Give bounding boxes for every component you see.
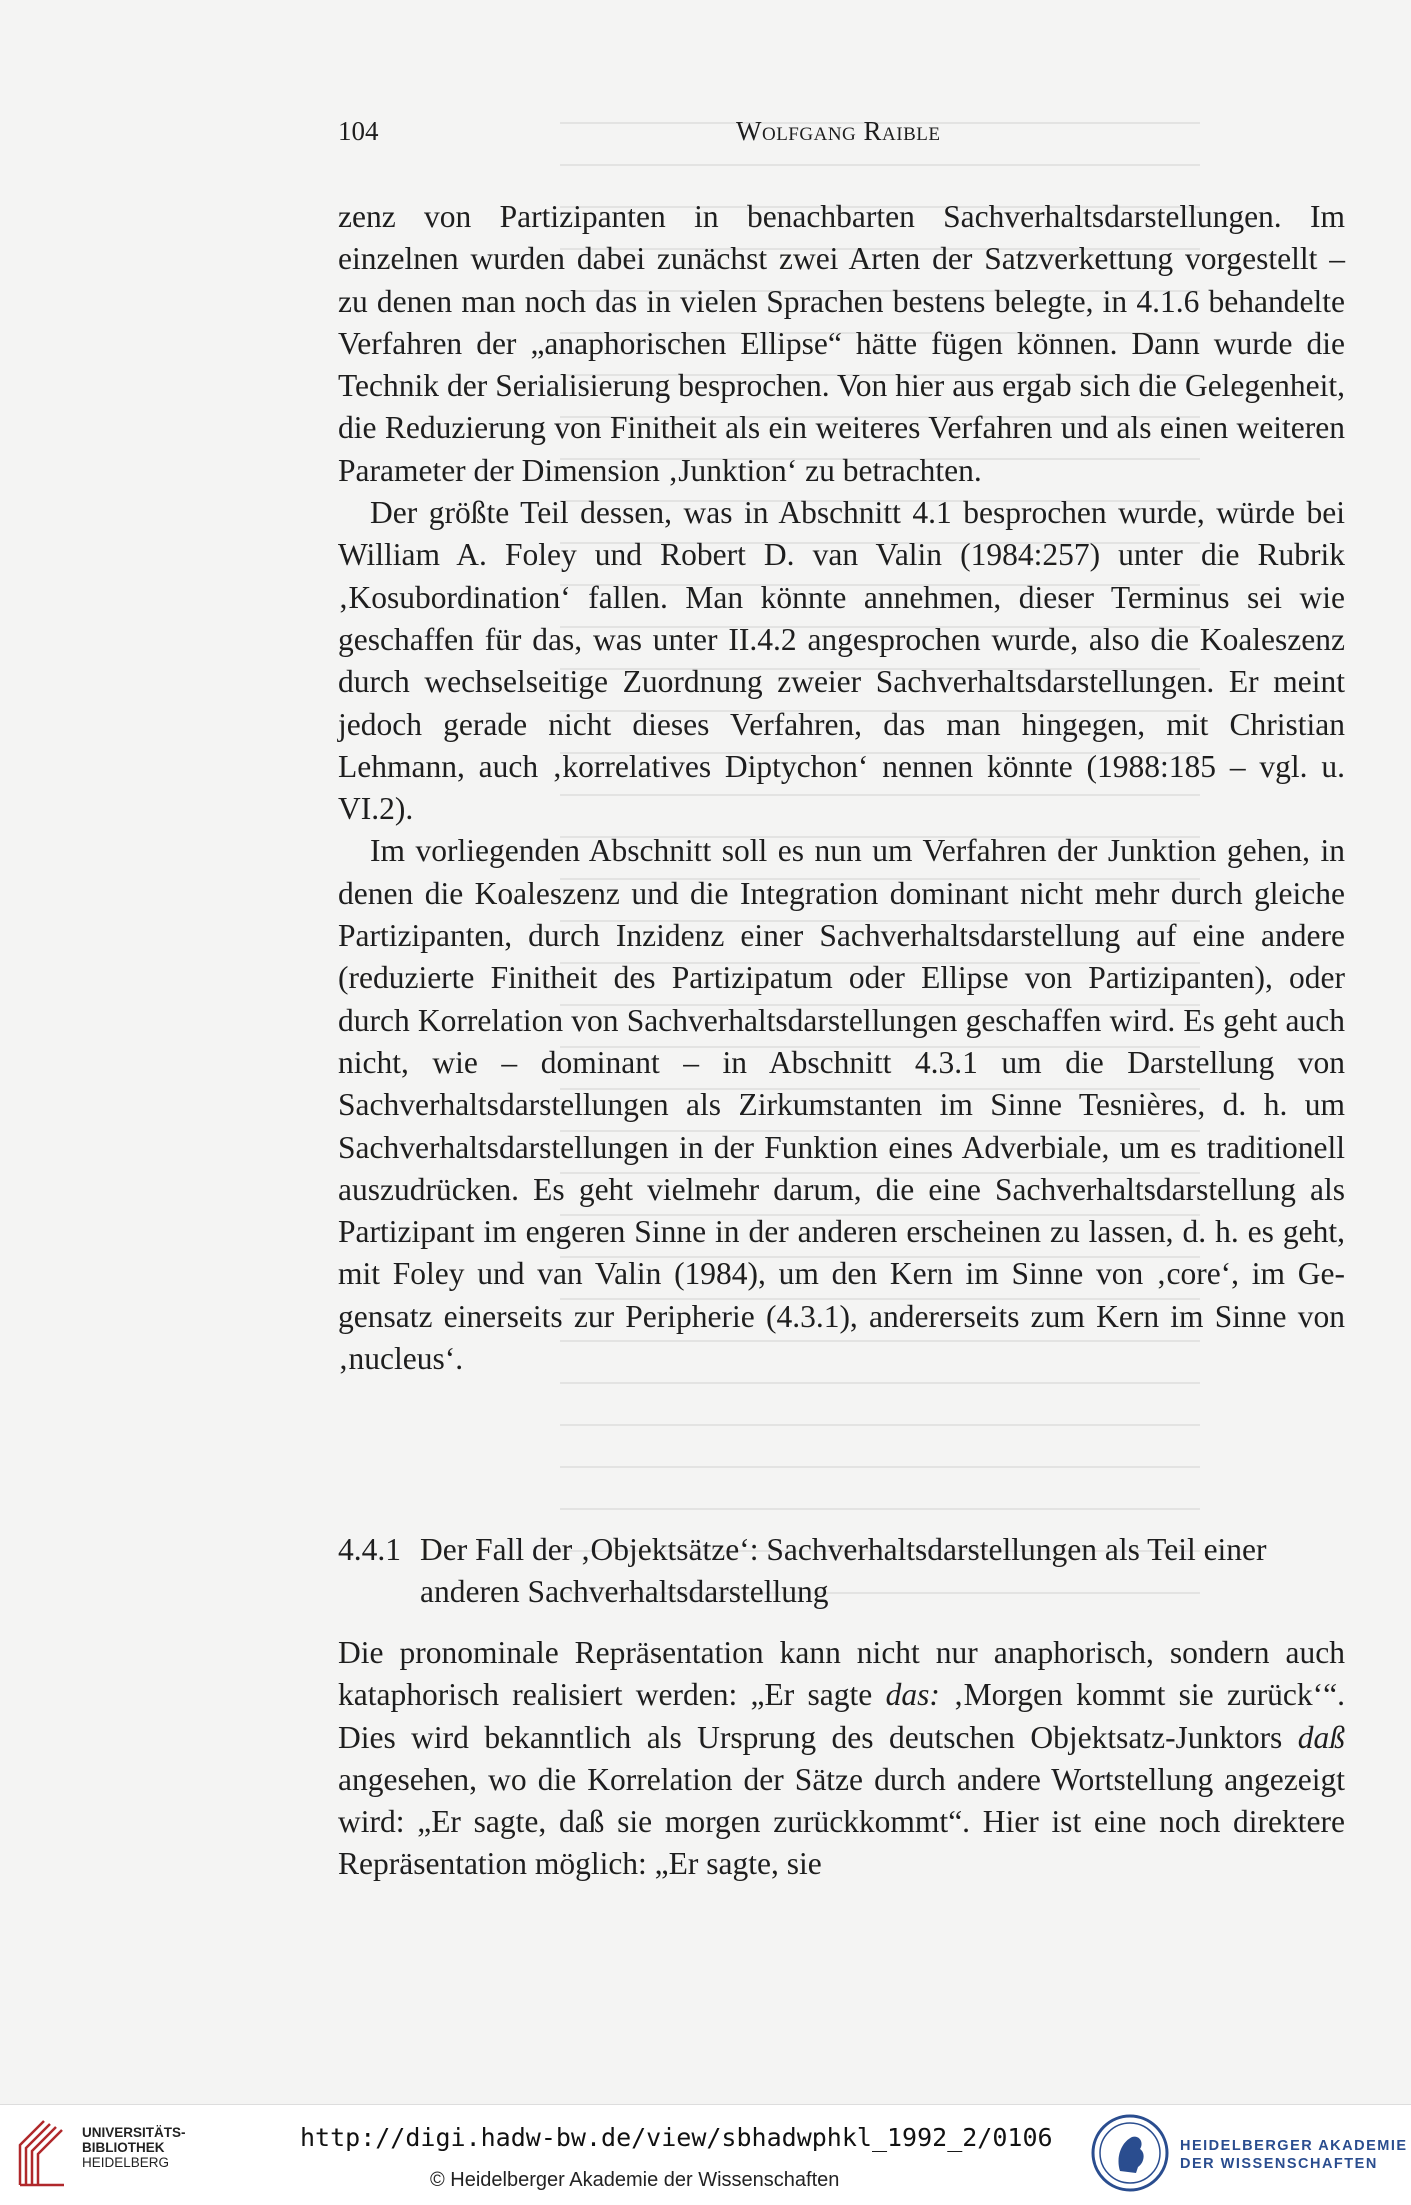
library-name-line: BIBLIOTHEK [82, 2140, 165, 2155]
italic-term: daß [1297, 1719, 1345, 1755]
paragraph [338, 1632, 1345, 1886]
university-library-logo-icon [14, 2115, 72, 2189]
italic-term: das: [885, 1677, 940, 1713]
viewer-footer [0, 2104, 1411, 2205]
paragraph: Der größte Teil dessen, was in Abschnitt 4.1 besprochen wurde, würde bei William A. Foley und Robert D. van Valin (1984:257) unter die Rubrik ‚Kosubordination‘ fallen. Man könnte annehmen, dieser Terminus sei wie geschaffen für das, was unter II.4.2 angesprochen wurde, also die Koaleszenz durch wechselseitige Zuordnung zweier Sachverhaltsdarstellungen. Er meint jedoch gerade nicht dieses Verfahren, das man hingegen, mit Christian Lehmann, auch ‚korrelatives Diptychon‘ nennen könnte (1988:185 – vgl. u. VI.2). [338, 495, 1345, 827]
text-run: angesehen, wo die Korrelation der Sätze durch andere Wortstellung angezeigt wird: „Er sagte, daß sie morgen zurückkommt“. Hier ist eine noch direktere Repräsentation möglich: „Er sagte, sie [338, 1761, 1345, 1882]
academy-name [1180, 2137, 1408, 2173]
section-number: 4.4.1 [338, 1532, 401, 1567]
copyright-notice: © Heidelberger Akademie der Wissenschaften [430, 2169, 840, 2191]
paragraph: Im vorliegenden Abschnitt soll es nun um Verfahren der Junktion gehen, in denen die Koaleszenz und die Integration dominant nicht mehr durch gleiche Partizipanten, durch Inzidenz einer Sachverhaltsdarstellung auf eine andere (reduzierte Finitheit des Partizipatum oder Ellipse von Partizipanten), oder durch Korrelation von Sachverhaltsdarstellungen geschaffen wird. Es geht auch nicht, wie – dominant – in Abschnitt 4.3.1 um die Darstellung von Sachverhaltsdarstellungen als Zirkumstanten im Sinne Tesnières, d. h. um Sachverhaltsdarstellungen in der Funktion eines Adverbiale, um es traditionell auszudrücken. Es geht vielmehr darum, die eine Sachverhaltsdarstellung als Partizipant im engeren Sinne in der anderen erscheinen zu lassen, d. h. es geht, mit Foley und van Valin (1984), um den Kern im Sinne von ‚core‘, im Gegensatz einerseits zur Peripherie (4.3.1), andererseits zum Kern im Sinne von ‚nucleus‘. [338, 833, 1345, 1377]
academy-seal-icon [1090, 2113, 1170, 2193]
section-title: Der Fall der ‚Objektsätze‘: Sachverhaltsdarstellungen als Teil einer anderen Sachverhaltsdarstellung [420, 1532, 1267, 1609]
academy-name-line: DER WISSENSCHAFTEN [1180, 2156, 1378, 2172]
body-text-block-2 [338, 1632, 1345, 1886]
running-head [338, 116, 1329, 150]
section-heading [338, 1529, 1338, 1613]
running-head-author: Wolfgang Raible [736, 116, 941, 146]
text-run: ‚Morgen kommt sie zurück‘“. Dies wird bekanntlich als Ursprung des deutschen Objektsatz-Junktors [338, 1677, 1345, 1755]
library-name-line: UNIVERSITÄTS- [82, 2125, 186, 2140]
page-number: 104 [338, 116, 379, 146]
academy-name-line: HEIDELBERGER AKADEMIE [1180, 2138, 1408, 2154]
paragraph: zenz von Partizipanten in benachbarten Sachverhaltsdarstellungen. Im einzelnen wurden dabei zunächst zwei Arten der Satzverkettung vorgestellt – zu denen man noch das in vielen Sprachen bestens belegte, in 4.1.6 behandelte Verfahren der „anaphorischen Ellipse“ hätte fügen können. Dann wurde die Technik der Serialisierung besprochen. Von hier aus ergab sich die Gelegenheit, die Reduzierung von Finitheit als ein weiteres Verfahren und als einen weiteren Parameter der Dimension ‚Junktion‘ zu betrachten. [338, 199, 1345, 488]
body-text-block-1 [338, 196, 1345, 1380]
permalink-url[interactable]: http://digi.hadw-bw.de/view/sbhadwphkl_1992_2/0106 [300, 2123, 1053, 2152]
text-run: Die pronominale Repräsentation kann nicht nur anaphorisch, sondern auch kataphorisch realisiert werden: „Er sagte [338, 1635, 1345, 1713]
library-name-line: HEIDELBERG [82, 2155, 170, 2170]
university-library-name [82, 2125, 186, 2170]
